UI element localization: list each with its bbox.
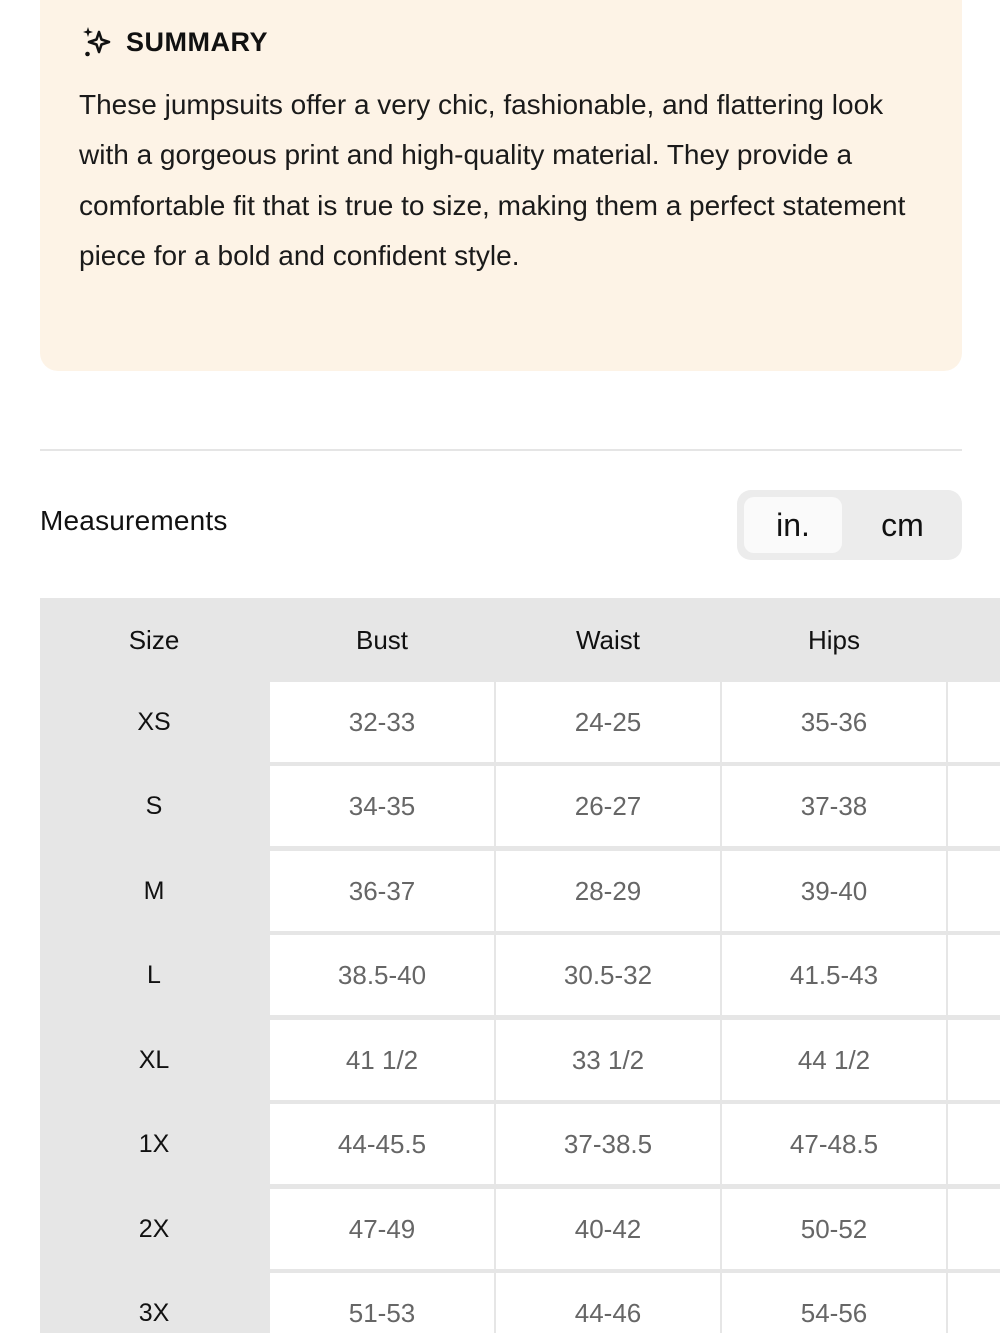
- hips-cell: 39-40: [722, 851, 946, 931]
- waist-cell: 30.5-32: [496, 935, 720, 1015]
- size-cell: 1X: [138, 1129, 170, 1158]
- extra-cell: [948, 682, 1000, 762]
- extra-cell: [948, 935, 1000, 1015]
- size-cell: XS: [137, 707, 171, 736]
- divider: [40, 449, 962, 451]
- summary-card: [40, 0, 962, 371]
- waist-cell: 26-27: [496, 766, 720, 846]
- header-waist: Waist: [575, 624, 641, 655]
- summary-title: SUMMARY: [126, 26, 268, 57]
- size-cell: L: [147, 960, 161, 989]
- hips-cell: 35-36: [722, 682, 946, 762]
- waist-cell: 40-42: [496, 1189, 720, 1269]
- unit-toggle: [737, 490, 962, 560]
- bust-cell: 44-45.5: [270, 1104, 494, 1184]
- size-cell: M: [143, 876, 165, 905]
- waist-cell: 44-46: [496, 1273, 720, 1333]
- bust-cell: 32-33: [270, 682, 494, 762]
- size-cell: 2X: [138, 1214, 170, 1243]
- size-table: [40, 598, 1000, 1333]
- extra-cell: [948, 1020, 1000, 1100]
- hips-cell: 50-52: [722, 1189, 946, 1269]
- hips-cell: 47-48.5: [722, 1104, 946, 1184]
- waist-cell: 24-25: [496, 682, 720, 762]
- size-cell: S: [145, 791, 163, 820]
- size-cell: XL: [138, 1045, 170, 1074]
- hips-cell: 37-38: [722, 766, 946, 846]
- hips-cell: 54-56: [722, 1273, 946, 1333]
- header-bust: Bust: [355, 624, 409, 655]
- extra-cell: [948, 1189, 1000, 1269]
- extra-cell: [948, 766, 1000, 846]
- size-cell: 3X: [138, 1298, 170, 1327]
- measurements-title: Measurements: [40, 505, 228, 536]
- extra-cell: [948, 851, 1000, 931]
- summary-header: [80, 20, 268, 64]
- extra-cell: [948, 1104, 1000, 1184]
- hips-cell: 44 1/2: [722, 1020, 946, 1100]
- header-size: Size: [128, 624, 180, 655]
- bust-cell: 51-53: [270, 1273, 494, 1333]
- summary-text: These jumpsuits offer a very chic, fashionable, and flattering look with a gorgeous print and high-quality material. They provide a comfortable fit that is true to size, making them a perfect statement piece for a bold and confident style.: [79, 89, 906, 271]
- bust-cell: 41 1/2: [270, 1020, 494, 1100]
- extra-cell: [948, 1273, 1000, 1333]
- unit-option-cm[interactable]: cm: [881, 506, 924, 543]
- sparkle-icon: [80, 24, 116, 60]
- bust-cell: 47-49: [270, 1189, 494, 1269]
- waist-cell: 33 1/2: [496, 1020, 720, 1100]
- hips-cell: 41.5-43: [722, 935, 946, 1015]
- unit-option-in[interactable]: in.: [744, 497, 842, 553]
- bust-cell: 34-35: [270, 766, 494, 846]
- waist-cell: 37-38.5: [496, 1104, 720, 1184]
- header-hips: Hips: [807, 624, 860, 655]
- bust-cell: 36-37: [270, 851, 494, 931]
- bust-cell: 38.5-40: [270, 935, 494, 1015]
- waist-cell: 28-29: [496, 851, 720, 931]
